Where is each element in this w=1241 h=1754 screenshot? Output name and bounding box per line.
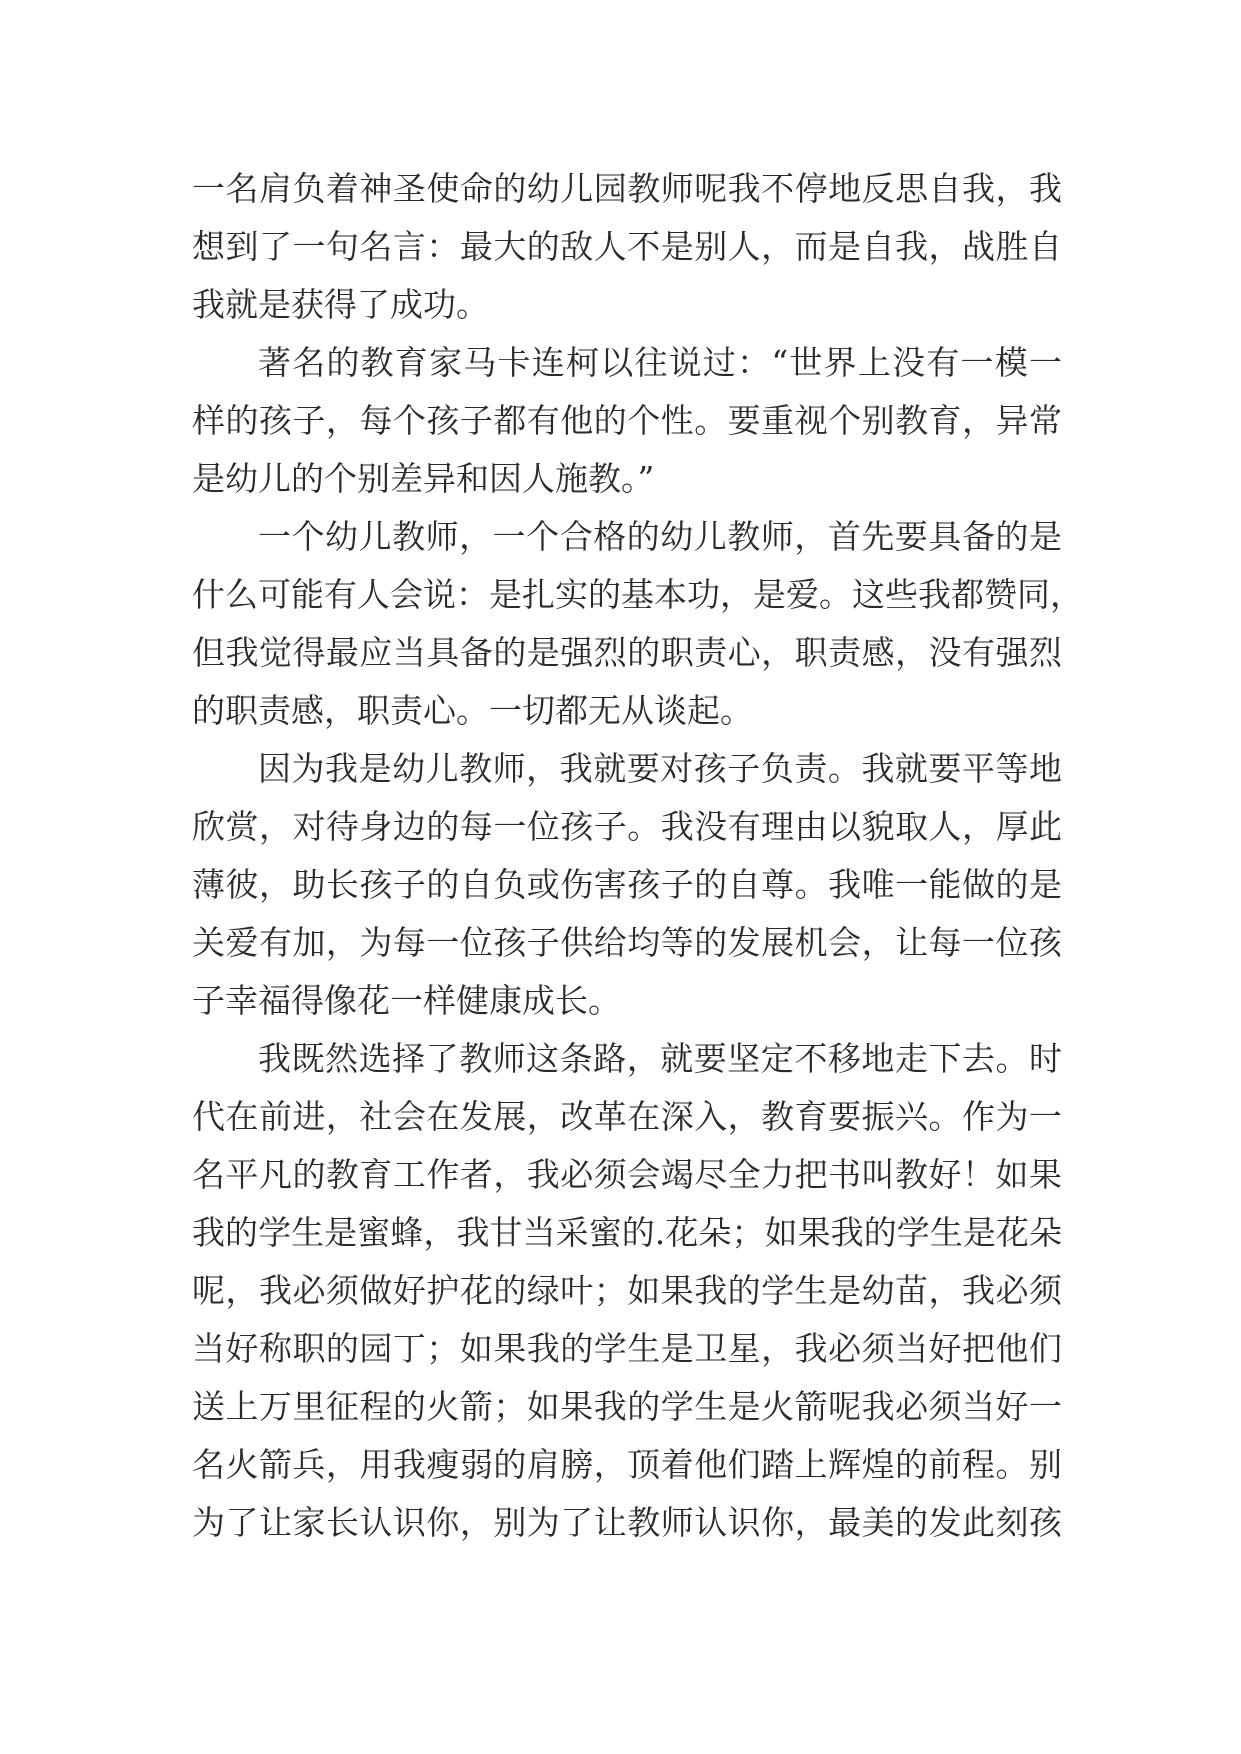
text-line: 送上万里征程的火箭；如果我的学生是火箭呢我必须当好一 [192, 1387, 1062, 1426]
text-line: 名平凡的教育工作者，我必须会竭尽全力把书叫教好！如果 [192, 1155, 1062, 1194]
text-line: 子幸福得像花一样健康成长。 [192, 981, 621, 1020]
text-line: 当好称职的园丁；如果我的学生是卫星，我必须当好把他们 [192, 1329, 1062, 1368]
text-line: 著名的教育家马卡连柯以往说过：“世界上没有一模一 [258, 343, 1062, 382]
text-line: 想到了一句名言：最大的敌人不是别人，而是自我，战胜自 [192, 227, 1062, 266]
text-line: 为了让家长认识你，别为了让教师认识你，最美的发此刻孩 [192, 1503, 1062, 1542]
text-line: 我就是获得了成功。 [192, 285, 489, 324]
text-line: 欣赏，对待身边的每一位孩子。我没有理由以貌取人，厚此 [192, 807, 1062, 846]
text-line: 一名肩负着神圣使命的幼儿园教师呢我不停地反思自我，我 [192, 169, 1062, 208]
body-text [192, 160, 1083, 1552]
text-line: 的职责感，职责心。一切都无从谈起。 [192, 691, 753, 730]
text-line: 名火箭兵，用我瘦弱的肩膀，顶着他们踏上辉煌的前程。别 [192, 1445, 1062, 1484]
text-line: 是幼儿的个别差异和因人施教。” [192, 459, 655, 498]
text-line: 我的学生是蜜蜂，我甘当采蜜的.花朵；如果我的学生是花朵 [192, 1213, 1062, 1252]
text-line: 样的孩子，每个孩子都有他的个性。要重视个别教育，异常 [192, 401, 1062, 440]
text-line: 关爱有加，为每一位孩子供给均等的发展机会，让每一位孩 [192, 923, 1062, 962]
text-line: 呢，我必须做好护花的绿叶；如果我的学生是幼苗，我必须 [192, 1271, 1062, 1310]
text-line: 我既然选择了教师这条路，就要坚定不移地走下去。时 [258, 1039, 1062, 1078]
text-line: 但我觉得最应当具备的是强烈的职责心，职责感，没有强烈 [192, 633, 1062, 672]
text-line: 代在前进，社会在发展，改革在深入，教育要振兴。作为一 [192, 1097, 1062, 1136]
text-line: 薄彼，助长孩子的自负或伤害孩子的自尊。我唯一能做的是 [192, 865, 1062, 904]
text-line: 因为我是幼儿教师，我就要对孩子负责。我就要平等地 [258, 749, 1062, 788]
text-line: 一个幼儿教师，一个合格的幼儿教师，首先要具备的是 [258, 517, 1062, 556]
text-line: 什么可能有人会说：是扎实的基本功，是爱。这些我都赞同， [192, 575, 1083, 614]
